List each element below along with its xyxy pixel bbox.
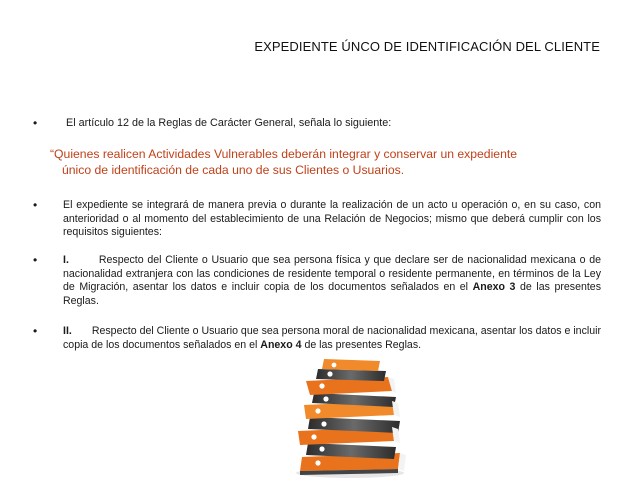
item-1-text: Respecto del Cliente o Usuario que sea persona física y que declare ser de nacionalidad mexicana o de nacionalidad extranjera con las condiciones de residente temporal o residente permanente, en términos de la Ley de Migración, asentar los datos e incluir copia de los documentos señalados en el [63, 254, 601, 293]
bullet-icon: • [33, 253, 38, 267]
item-1-text-end: de las presentes Reglas. [63, 281, 601, 307]
item-2-annex: Anexo 4 [260, 338, 302, 351]
slide-title: EXPEDIENTE ÚNCO DE IDENTIFICACIÓN DEL CLIENTE [254, 39, 600, 54]
item-1-paragraph [63, 254, 601, 308]
binders-image [288, 357, 412, 479]
quote-line-2: único de identificación de cada uno de sus Clientes o Usuarios. [62, 162, 405, 177]
expediente-paragraph: El expediente se integrará de manera previa o durante la realización de un acto u operación o, en su caso, con anterioridad o al momento del establecimiento de una Relación de Negocios; mismo que deberá cumplir con los requisitos siguientes: [63, 199, 601, 238]
item-1-annex: Anexo 3 [472, 281, 516, 293]
quote-text [50, 147, 601, 178]
intro-text: El artículo 12 de la Reglas de Carácter General, señala lo siguiente: [66, 117, 392, 129]
item-2-text-end: de las presentes Reglas. [301, 338, 422, 351]
item-1-numeral: I. [63, 254, 69, 266]
bullet-icon: • [33, 198, 38, 212]
bullet-icon: • [33, 116, 38, 130]
bullet-icon: • [33, 324, 38, 338]
quote-line-1: “Quienes realicen Actividades Vulnerables deberán integrar y conservar un expediente [50, 147, 518, 161]
item-2-paragraph [63, 325, 601, 352]
binder-stack [298, 359, 406, 475]
item-2-numeral: II. [63, 325, 72, 337]
item-2-text: Respecto del Cliente o Usuario que sea persona moral de nacionalidad mexicana, asentar los datos e incluir copia de los documentos señalados en el [63, 325, 601, 351]
